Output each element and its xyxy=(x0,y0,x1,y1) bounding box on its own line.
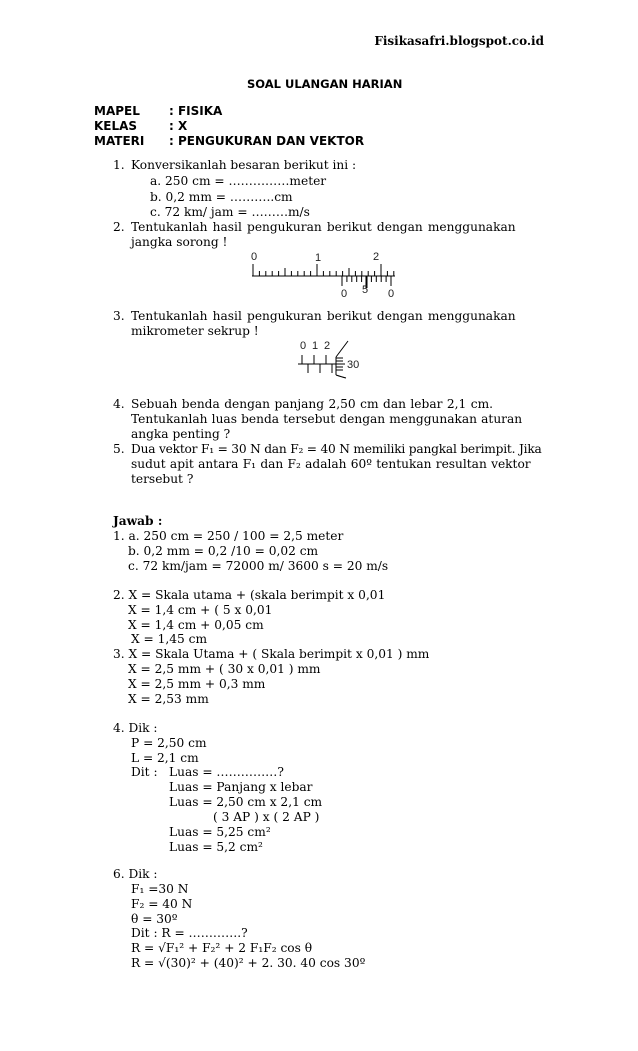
a3-line-2: X = 2,5 mm + ( 30 x 0,01 ) mm xyxy=(128,662,321,676)
a2-line-2: X = 1,4 cm + ( 5 x 0,01 xyxy=(128,603,273,617)
a4-significant-figures: ( 3 AP ) x ( 2 AP ) xyxy=(213,810,320,824)
page-title: SOAL ULANGAN HARIAN xyxy=(247,77,403,91)
meta-label-kelas: KELAS xyxy=(94,119,138,133)
a4-dik: 4. Dik : xyxy=(113,721,158,735)
caliper-main-label-0: 0 xyxy=(251,251,258,263)
micrometer-thimble-label: 30 xyxy=(347,359,360,371)
a4-p: P = 2,50 cm xyxy=(131,736,207,750)
a2-line-3: X = 1,4 cm + 0,05 cm xyxy=(128,618,264,632)
a4-step-2: Luas = 2,50 cm x 2,1 cm xyxy=(169,795,323,809)
caliper-main-label-2: 2 xyxy=(373,251,380,263)
q4-line-2: Tentukanlah luas benda tersebut dengan menggunakan aturan xyxy=(131,412,523,426)
caliper-vernier-label-5: 5 xyxy=(362,284,369,296)
a1-line-b: b. 0,2 mm = 0,2 /10 = 0,02 cm xyxy=(128,544,319,558)
micrometer-thimble-ticks xyxy=(336,358,345,370)
meta-label-mapel: MAPEL xyxy=(94,104,140,118)
a4-l: L = 2,1 cm xyxy=(131,751,199,765)
a4-dit: Luas = ……………? xyxy=(169,765,284,779)
a6-f1: F₁ =30 N xyxy=(131,882,189,896)
a3-line-3: X = 2,5 mm + 0,3 mm xyxy=(128,677,266,691)
q1-item-c: c. 72 km/ jam = ………m/s xyxy=(150,205,310,219)
a3-line-4: X = 2,53 mm xyxy=(128,692,209,706)
a6-formula-1: R = √F₁² + F₂² + 2 F₁F₂ cos θ xyxy=(131,941,313,955)
q4-number: 4. xyxy=(113,397,125,411)
a6-formula-2: R = √(30)² + (40)² + 2. 30. 40 cos 30º xyxy=(131,956,366,970)
a6-dik: 6. Dik : xyxy=(113,867,158,881)
q2-line-2: jangka sorong ! xyxy=(131,235,228,249)
q1-number: 1. xyxy=(113,158,125,172)
caliper-main-scale-ticks xyxy=(253,264,394,276)
q3-line-2: mikrometer sekrup ! xyxy=(131,324,259,338)
a1-line-a: 1. a. 250 cm = 250 / 100 = 2,5 meter xyxy=(113,529,344,543)
a3-line-1: 3. X = Skala Utama + ( Skala berimpit x 0,01 ) mm xyxy=(113,647,430,661)
a2-line-4: X = 1,45 cm xyxy=(131,632,208,646)
q3-number: 3. xyxy=(113,309,125,323)
a4-step-1: Luas = Panjang x lebar xyxy=(169,780,313,794)
a4-dit-label: Dit : xyxy=(131,765,158,779)
a6-dit: Dit : R = ………….? xyxy=(131,926,248,940)
a6-theta: θ = 30º xyxy=(131,912,178,926)
answers-heading: Jawab : xyxy=(113,514,163,528)
q5-line-3: tersebut ? xyxy=(131,472,194,486)
a4-step-4: Luas = 5,2 cm² xyxy=(169,840,263,854)
q2-line-1: Tentukanlah hasil pengukuran berikut dengan menggunakan xyxy=(131,220,516,234)
caliper-main-label-1: 1 xyxy=(315,252,322,264)
caliper-vernier-label-10: 0 xyxy=(388,288,395,300)
q3-line-1: Tentukanlah hasil pengukuran berikut dengan menggunakan xyxy=(131,309,516,323)
q4-line-3: angka penting ? xyxy=(131,427,231,441)
a1-line-c: c. 72 km/jam = 72000 m/ 3600 s = 20 m/s xyxy=(128,559,389,573)
micrometer-sleeve-label-1: 1 xyxy=(312,340,319,352)
q1-item-b: b. 0,2 mm = ………..cm xyxy=(150,190,293,204)
micrometer-diagram xyxy=(294,337,364,379)
site-url: Fisikasafri.blogspot.co.id xyxy=(374,34,544,48)
meta-label-materi: MATERI xyxy=(94,134,145,148)
a6-f2: F₂ = 40 N xyxy=(131,897,193,911)
meta-value-materi: : PENGUKURAN DAN VEKTOR xyxy=(169,134,365,148)
micrometer-sleeve-label-0: 0 xyxy=(300,340,307,352)
q1-text: Konversikanlah besaran berikut ini : xyxy=(131,158,357,172)
q5-number: 5. xyxy=(113,442,125,456)
q4-line-1: Sebuah benda dengan panjang 2,50 cm dan lebar 2,1 cm. xyxy=(131,397,493,411)
q2-number: 2. xyxy=(113,220,125,234)
micrometer-sleeve-label-2: 2 xyxy=(324,340,331,352)
meta-value-kelas: : X xyxy=(169,119,188,133)
meta-value-mapel: : FISIKA xyxy=(169,104,223,118)
q5-line-2: sudut apit antara F₁ dan F₂ adalah 60º tentukan resultan vektor xyxy=(131,457,531,471)
q5-line-1: Dua vektor F₁ = 30 N dan F₂ = 40 N memiliki pangkal berimpit. Jika xyxy=(131,442,542,456)
q1-item-a: a. 250 cm = ……………meter xyxy=(150,174,327,188)
vernier-caliper-diagram xyxy=(245,248,405,300)
a2-line-1: 2. X = Skala utama + (skala berimpit x 0,01 xyxy=(113,588,386,602)
a4-step-3: Luas = 5,25 cm² xyxy=(169,825,271,839)
caliper-vernier-label-0: 0 xyxy=(341,288,348,300)
